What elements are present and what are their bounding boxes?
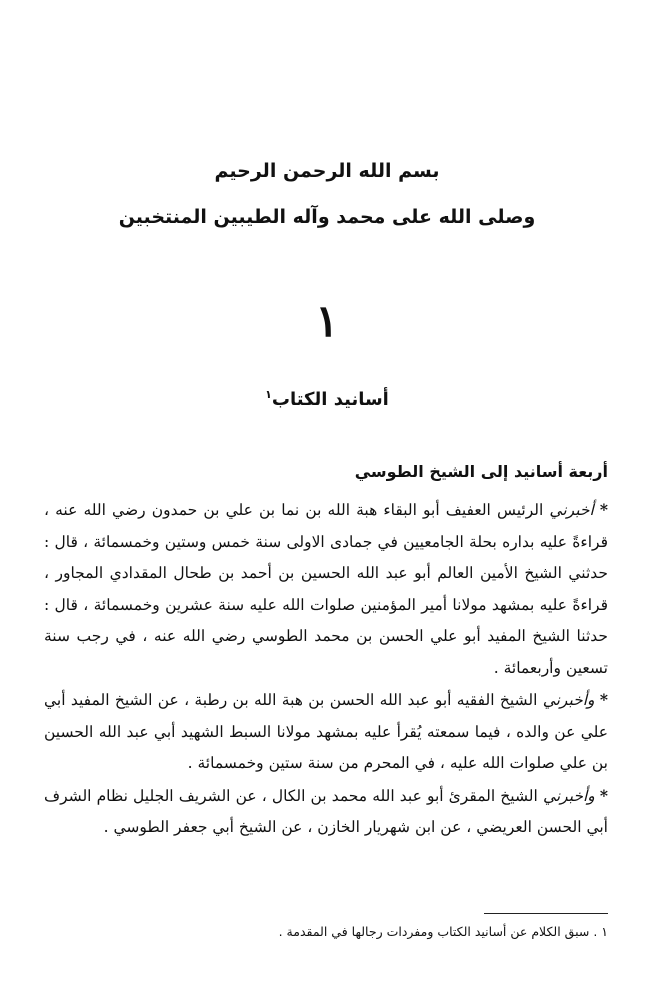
paragraph-lead: وأخبرني — [542, 786, 595, 805]
basmala-line: بسم الله الرحمن الرحيم — [214, 160, 440, 182]
paragraph — [44, 780, 608, 844]
paragraph-text: الرئيس العفيف أبو البقاء هبة الله بن نما بن علي بن حمدون رضي الله عنه ، قراءةً عليه بداره بحلة الجامعيين في جمادى الاولى سنة خمس وستين وخمسمائة ، قال : حدثني الشيخ الأمين العالم أبو عبد الله الحسين بن أحمد بن طحال المقدادي المجاور ، قراءةً عليه بمشهد مولانا أمير المؤمنين صلوات الله عليه سنة عشرين وخمسمائة ، قال : حدثنا الشيخ المفيد أبو علي الحسن بن محمد الطوسي رضي الله عنه ، في رجب سنة تسعين وأربعمائة . — [44, 501, 608, 677]
salawat-line: وصلى الله على محمد وآله الطيبين المنتخبين — [118, 206, 536, 228]
section-heading: أربعة أسانيد إلى الشيخ الطوسي — [354, 462, 608, 481]
chapter-number: ١ — [315, 296, 339, 347]
footnote: ١ . سبق الكلام عن أسانيد الكتاب ومفردات رجالها في المقدمة . — [278, 924, 608, 939]
paragraph-marker: * — [599, 785, 608, 805]
footnote-reference: ١ — [265, 388, 272, 401]
paragraph-text: الشيخ المقرئ أبو عبد الله محمد بن الكال ، عن الشريف الجليل نظام الشرف أبي الحسن العريضي ، عن ابن شهريار الخازن ، عن الشيخ أبي جعفر الطوسي . — [44, 786, 608, 836]
paragraph-lead: وأخبرني — [542, 691, 595, 709]
paragraph-marker: * — [599, 500, 608, 519]
paragraph-text: الشيخ الفقيه أبو عبد الله الحسن بن هبة الله بن رطبة ، عن الشيخ المفيد أبي علي عن والده ، فيما سمعته يُقرأ عليه بمشهد مولانا السبط الشهيد أبي عبد الله الحسين بن علي صلوات الله عليه ، في المحرم من سنة ستين وخمسمائة . — [44, 691, 608, 772]
chapter-title-text: أسانيد الكتاب — [271, 389, 389, 410]
paragraph — [44, 684, 608, 780]
paragraph — [44, 494, 608, 684]
footnote-divider — [484, 913, 608, 914]
chapter-title — [0, 388, 654, 410]
body-text — [44, 494, 608, 844]
paragraph-lead: أخبرني — [549, 501, 594, 519]
paragraph-marker: * — [599, 690, 608, 709]
